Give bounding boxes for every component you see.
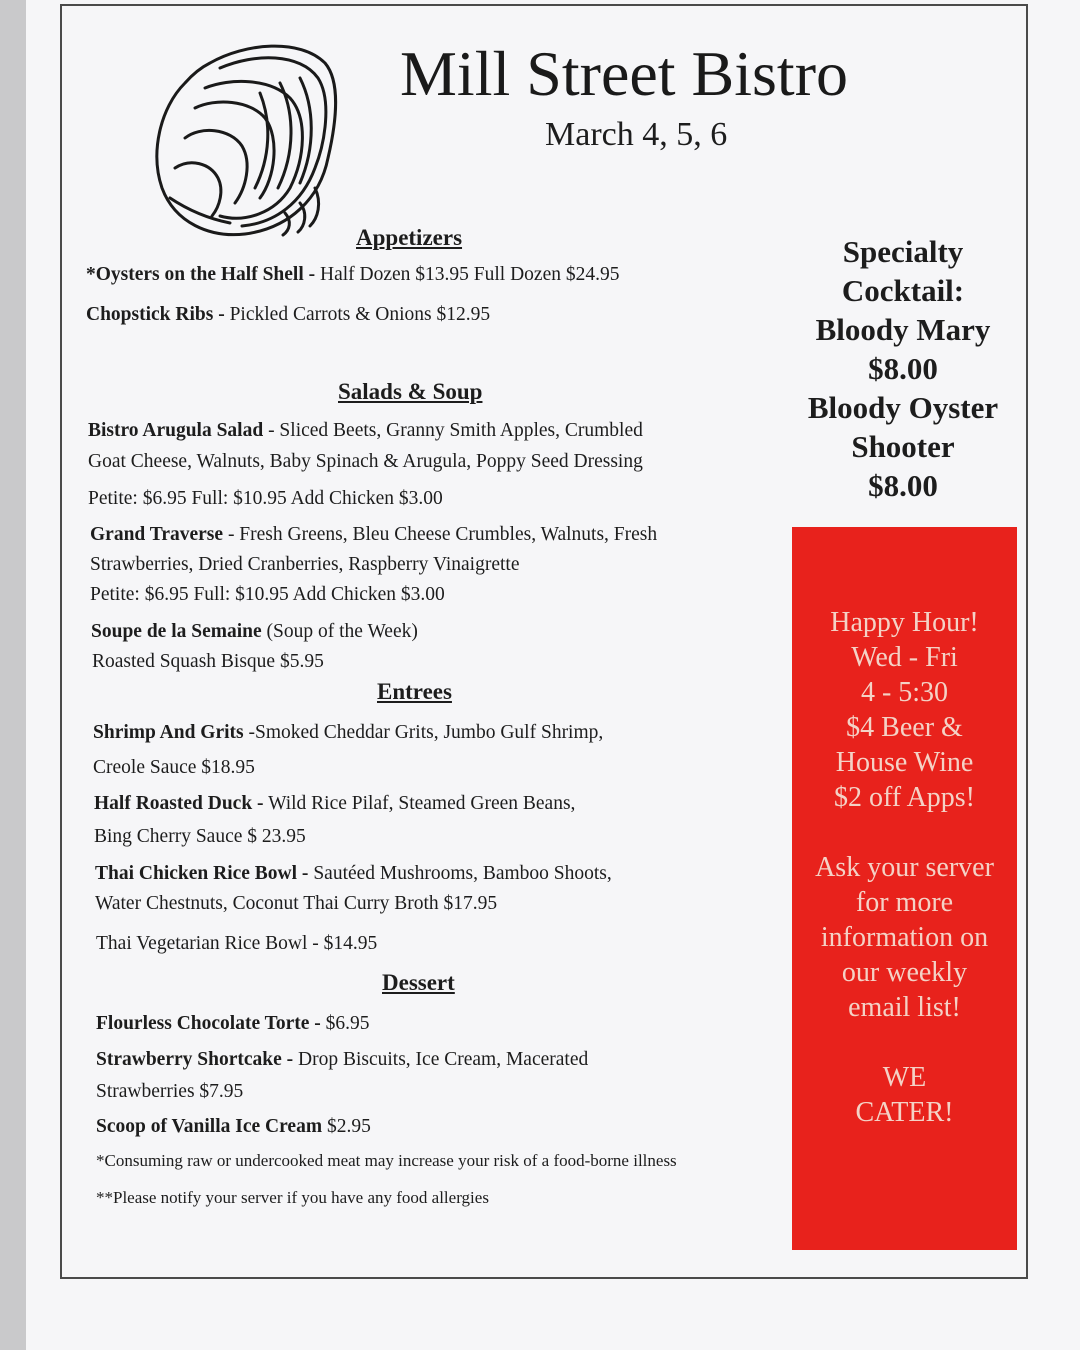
item-arugula-price: Petite: $6.95 Full: $10.95 Add Chicken $3.00 [88, 488, 443, 509]
note-raw-meat: *Consuming raw or undercooked meat may increase your risk of a food-borne illness [96, 1151, 677, 1170]
note-allergies: **Please notify your server if you have any food allergies [96, 1188, 489, 1207]
item-thai-chicken: Thai Chicken Rice Bowl - Sautéed Mushrooms, Bamboo Shoots, [95, 863, 612, 884]
cocktail-price: $8.00 [868, 351, 938, 386]
cocktail-name: Shooter [851, 429, 955, 464]
promo-line: CATER! [855, 1097, 954, 1128]
item-oysters: *Oysters on the Half Shell - Half Dozen $13.95 Full Dozen $24.95 [86, 264, 620, 285]
section-appetizers: Appetizers [356, 225, 463, 250]
item-chopstick-ribs: Chopstick Ribs - Pickled Carrots & Onions $12.95 [86, 304, 491, 325]
promo-line: Ask your server [815, 852, 994, 883]
promo-line: 4 - 5:30 [860, 677, 949, 708]
item-shrimp-grits-desc: Creole Sauce $18.95 [93, 757, 255, 778]
item-roasted-duck-desc: Bing Cherry Sauce $ 23.95 [94, 826, 306, 847]
item-thai-chicken-desc: Water Chestnuts, Coconut Thai Curry Broth $17.95 [95, 893, 498, 914]
item-arugula-salad: Bistro Arugula Salad - Sliced Beets, Granny Smith Apples, Crumbled [88, 420, 643, 441]
item-chocolate-torte: Flourless Chocolate Torte - $6.95 [96, 1013, 370, 1034]
menu-dates: March 4, 5, 6 [545, 116, 728, 153]
promo-line: WE [882, 1062, 927, 1093]
promo-line: information on [820, 922, 989, 953]
specialty-cocktail [783, 232, 1023, 505]
item-grand-traverse-price: Petite: $6.95 Full: $10.95 Add Chicken $3.00 [90, 584, 445, 605]
restaurant-title: Mill Street Bistro [400, 38, 848, 109]
item-strawberry-shortcake: Strawberry Shortcake - Drop Biscuits, Ice Cream, Macerated [96, 1049, 589, 1070]
item-arugula-desc: Goat Cheese, Walnuts, Baby Spinach & Arugula, Poppy Seed Dressing [88, 451, 643, 472]
item-shrimp-grits: Shrimp And Grits -Smoked Cheddar Grits, Jumbo Gulf Shrimp, [93, 722, 604, 743]
cocktail-line: Cocktail: [841, 273, 965, 308]
promo-line: House Wine [835, 747, 974, 778]
promo-line: $4 Beer & [846, 712, 963, 743]
cocktail-name: Bloody Mary [815, 312, 991, 347]
item-vanilla-ice-cream: Scoop of Vanilla Ice Cream $2.95 [96, 1116, 371, 1137]
promo-line: Happy Hour! [830, 607, 979, 638]
promo-line: Wed - Fri [851, 642, 958, 673]
oyster-shell-icon [150, 38, 340, 238]
item-soup-desc: Roasted Squash Bisque $5.95 [92, 651, 324, 672]
email-list-text [792, 850, 1017, 1025]
item-shortcake-desc: Strawberries $7.95 [96, 1081, 244, 1102]
section-dessert: Dessert [382, 970, 455, 995]
promo-line: our weekly [841, 957, 968, 988]
happy-hour-text [792, 605, 1017, 815]
section-salads-soup: Salads & Soup [338, 379, 483, 404]
promo-line: email list! [848, 992, 961, 1023]
catering-text [792, 1060, 1017, 1130]
item-grand-traverse: Grand Traverse - Fresh Greens, Bleu Cheese Crumbles, Walnuts, Fresh [90, 524, 658, 545]
cocktail-price: $8.00 [868, 468, 938, 503]
promo-line: for more [855, 887, 954, 918]
item-soup: Soupe de la Semaine (Soup of the Week) [91, 621, 418, 642]
item-grand-traverse-desc: Strawberries, Dried Cranberries, Raspberry Vinaigrette [90, 554, 520, 575]
section-entrees: Entrees [377, 679, 452, 704]
item-thai-vegetarian: Thai Vegetarian Rice Bowl - $14.95 [96, 933, 378, 954]
promo-line: $2 off Apps! [833, 782, 976, 813]
happy-hour-panel [792, 527, 1017, 1250]
cocktail-line: Specialty [842, 234, 964, 269]
cocktail-name: Bloody Oyster [807, 390, 999, 425]
item-roasted-duck: Half Roasted Duck - Wild Rice Pilaf, Steamed Green Beans, [94, 793, 576, 814]
